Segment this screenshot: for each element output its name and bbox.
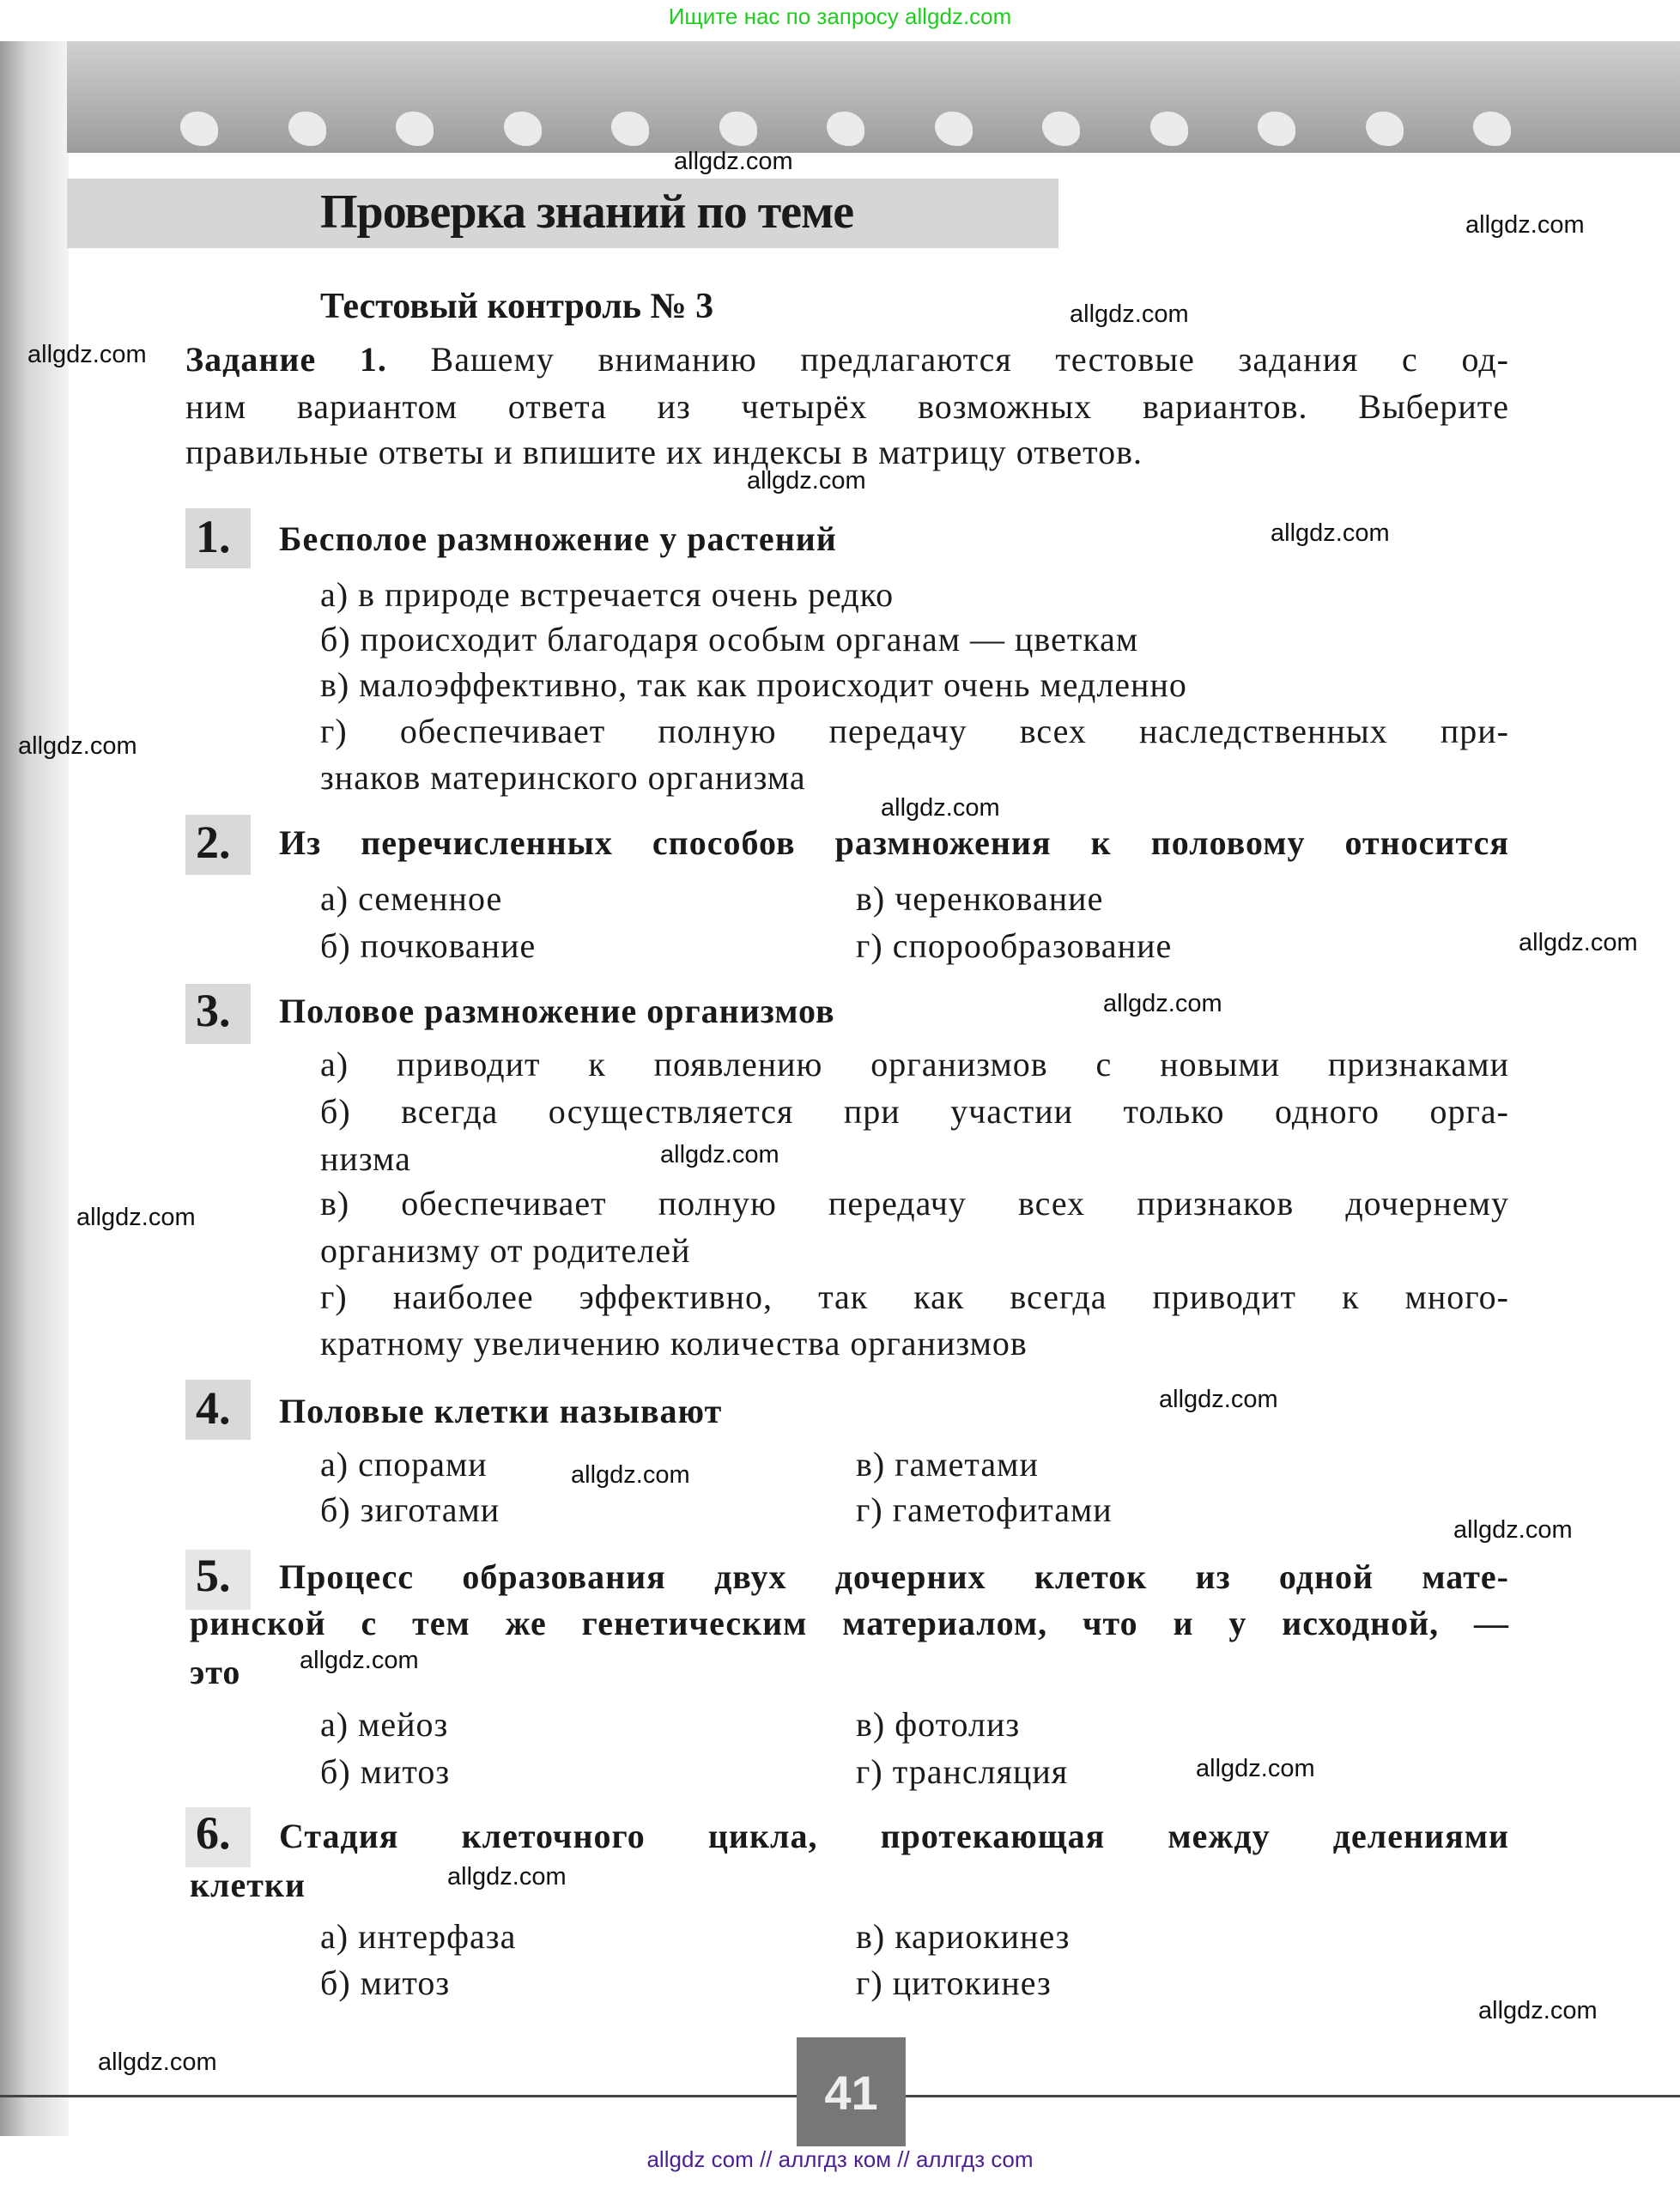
answer-option: б) почкование — [320, 926, 537, 965]
footer-links[interactable]: allgdz com // аллгдз ком // аллгдз com — [646, 2146, 1034, 2172]
watermark: allgdz.com — [881, 794, 1000, 822]
watermark: allgdz.com — [1159, 1386, 1278, 1413]
question-title: клетки — [190, 1866, 306, 1904]
answer-option: а) приводит к появлению организмов с новыми признаками — [320, 1045, 1509, 1083]
question-number: 1. — [196, 511, 231, 562]
answer-option: г) цитокинез — [856, 1963, 1052, 2002]
question-number: 6. — [196, 1807, 231, 1859]
watermark: allgdz.com — [571, 1461, 690, 1489]
watermark: allgdz.com — [27, 341, 147, 368]
answer-option: а) интерфаза — [320, 1917, 517, 1956]
question-title: Половые клетки называют — [279, 1392, 723, 1430]
watermark: allgdz.com — [1070, 300, 1189, 328]
question-title: Бесполое размножение у растений — [279, 519, 837, 558]
answer-option: б) зиготами — [320, 1490, 500, 1529]
watermark: allgdz.com — [1465, 211, 1585, 239]
answer-option: в) гаметами — [856, 1445, 1039, 1484]
answer-option: г) спорообразование — [856, 926, 1173, 965]
watermark: allgdz.com — [1196, 1755, 1315, 1782]
wolf-icon — [827, 112, 864, 146]
question-number: 4. — [196, 1382, 231, 1434]
answer-option: а) в природе встречается очень редко — [320, 575, 895, 614]
answer-option: б) митоз — [320, 1752, 451, 1791]
boar-icon — [1150, 112, 1188, 146]
answer-option: в) обеспечивает полную передачу всех признаков дочернему — [320, 1184, 1509, 1223]
watermark: allgdz.com — [1519, 929, 1638, 956]
watermark: allgdz.com — [1271, 519, 1390, 547]
page-title: Проверка знаний по теме — [320, 185, 854, 239]
intro-line — [185, 337, 1509, 383]
answer-option: а) семенное — [320, 879, 503, 918]
watermark: allgdz.com — [1103, 990, 1222, 1017]
question-number: 5. — [196, 1550, 231, 1601]
watermark: allgdz.com — [674, 148, 793, 175]
question-number: 2. — [196, 816, 231, 868]
watermark: allgdz.com — [447, 1863, 567, 1891]
watermark: allgdz.com — [660, 1141, 779, 1168]
answer-option: б) происходит благодаря особым органам — цветкам — [320, 620, 1139, 659]
answer-option: г) трансляция — [856, 1752, 1069, 1791]
top-banner[interactable]: Ищите нас по запросу allgdz.com — [668, 3, 1012, 29]
butterfly-icon — [1473, 112, 1511, 146]
answer-option: в) кариокинез — [856, 1917, 1070, 1956]
question-title: Из перечисленных способов размножения к половому относится — [279, 823, 1509, 862]
answer-option: г) наиболее эффективно, так как всегда приводит к много- — [320, 1278, 1509, 1316]
answer-option-continued: низма — [320, 1139, 411, 1178]
bird-icon — [935, 112, 973, 146]
answer-option: г) обеспечивает полную передачу всех наследственных при- — [320, 712, 1509, 750]
answer-option: б) митоз — [320, 1963, 451, 2002]
watermark: allgdz.com — [1478, 1997, 1598, 2024]
question-title: это — [190, 1653, 241, 1691]
test-subtitle: Тестовый контроль № 3 — [320, 287, 714, 326]
question-title: Половое размножение организмов — [279, 992, 835, 1030]
intro-label: Задание 1. — [185, 340, 387, 379]
animal-silhouettes — [180, 94, 1511, 146]
question-title: ринской с тем же генетическим материалом, что и у исходной, — — [190, 1604, 1509, 1642]
watermark: allgdz.com — [300, 1647, 419, 1674]
answer-option: в) малоэффективно, так как происходит очень медленно — [320, 665, 1187, 704]
question-title: Процесс образования двух дочерних клеток из одной мате- — [279, 1557, 1509, 1596]
antelope-icon — [1366, 112, 1404, 146]
butterfly-icon — [288, 112, 326, 146]
insect-icon — [1042, 112, 1080, 146]
answer-option: б) всегда осуществляется при участии только одного орга- — [320, 1092, 1509, 1131]
question-number: 3. — [196, 985, 231, 1036]
answer-option: в) фотолиз — [856, 1705, 1021, 1744]
answer-option: г) гаметофитами — [856, 1490, 1113, 1529]
watermark: allgdz.com — [18, 732, 137, 760]
page-number: 41 — [824, 2066, 878, 2120]
answer-option: а) мейоз — [320, 1705, 449, 1744]
answer-option: а) спорами — [320, 1445, 488, 1484]
horse-icon — [504, 112, 542, 146]
watermark: allgdz.com — [747, 467, 866, 495]
question-title: Стадия клеточного цикла, протекающая между делениями — [279, 1817, 1509, 1855]
watermark: allgdz.com — [76, 1204, 196, 1231]
answer-option-continued: знаков материнского организма — [320, 758, 806, 797]
watermark: allgdz.com — [98, 2048, 217, 2076]
scorpion-icon — [396, 112, 434, 146]
answer-option-continued: кратному увеличению количества организмов — [320, 1324, 1028, 1363]
answer-option: в) черенкование — [856, 879, 1104, 918]
watermark: allgdz.com — [1453, 1516, 1573, 1544]
bison-icon — [180, 112, 218, 146]
intro-line: ним вариантом ответа из четырёх возможных вариантов. Выберите — [185, 387, 1509, 426]
intro-text: Вашему вниманию предлагаются тестовые задания с од- — [430, 340, 1509, 379]
ostrich-icon — [1258, 112, 1295, 146]
answer-option-continued: организму от родителей — [320, 1231, 691, 1270]
fish-icon — [719, 112, 757, 146]
intro-line: правильные ответы и впишите их индексы в матрицу ответов. — [185, 433, 1143, 471]
lizard-icon — [611, 112, 649, 146]
